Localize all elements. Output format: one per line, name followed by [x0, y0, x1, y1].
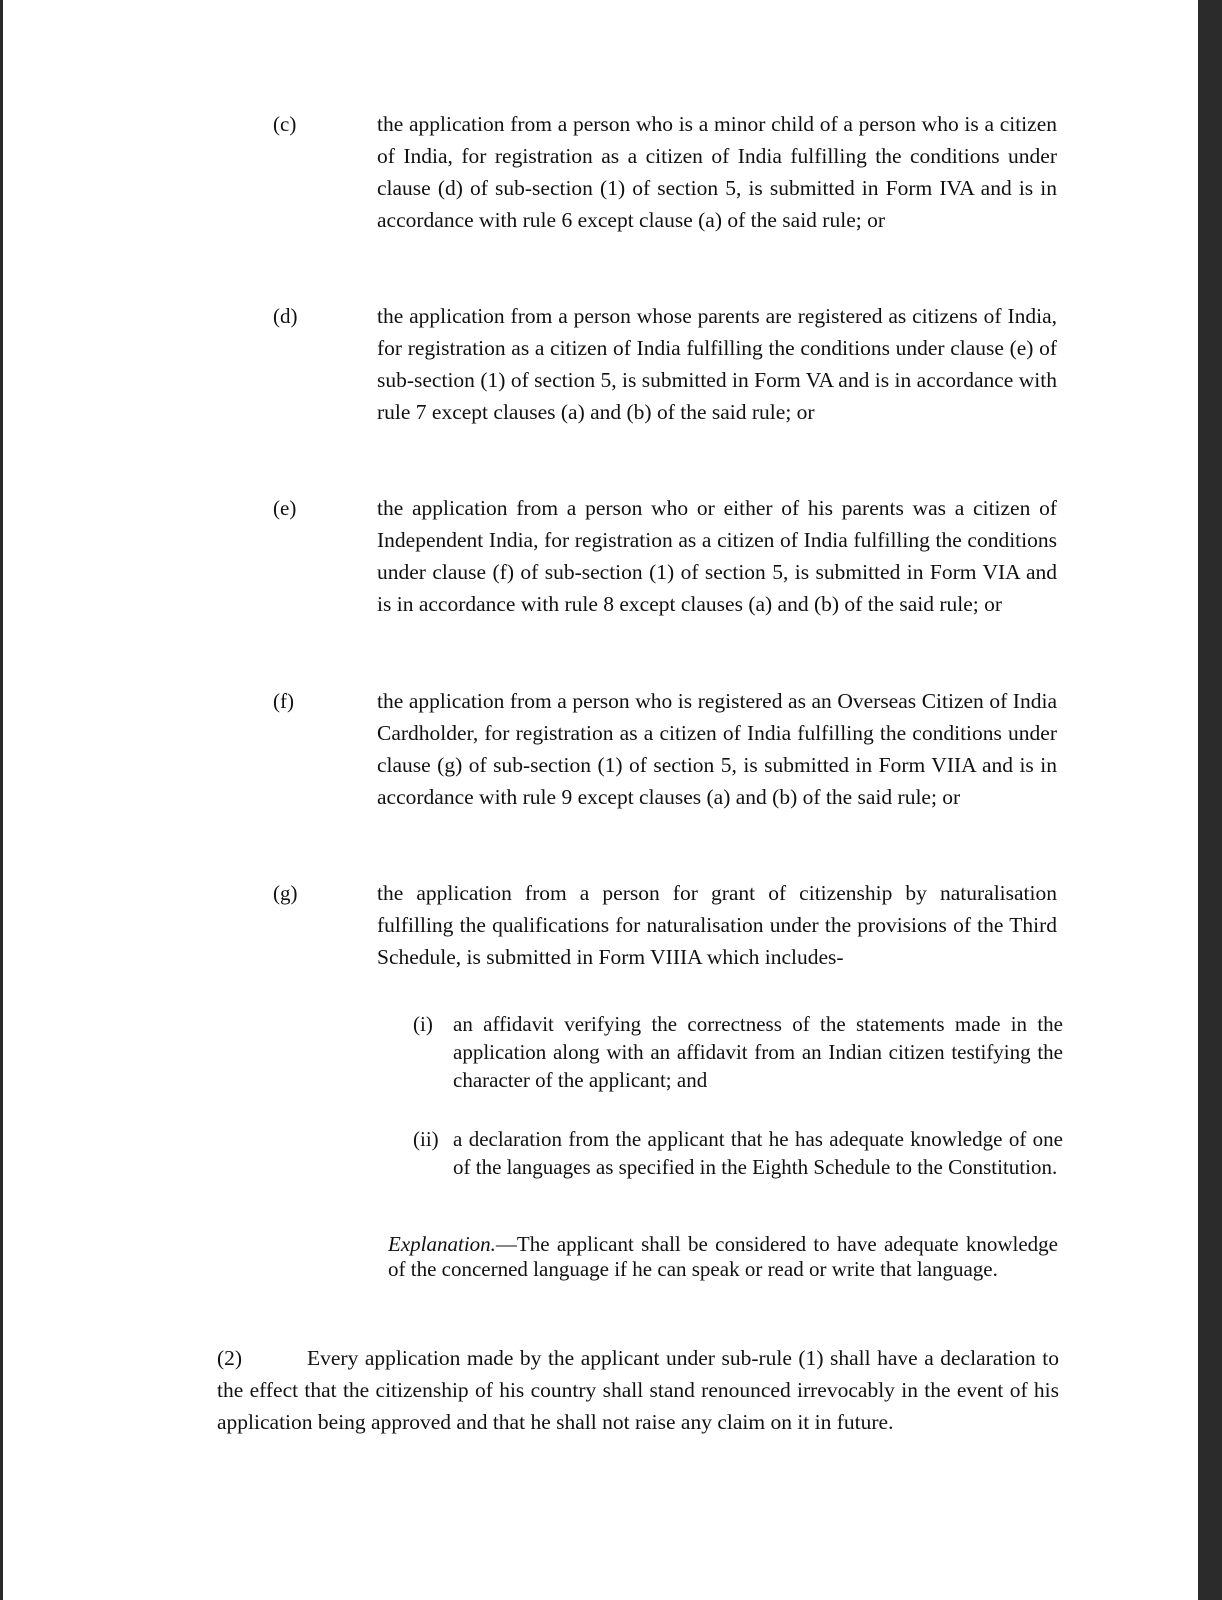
- right-scrollbar-edge: [1198, 0, 1222, 1600]
- clause-label: (d): [273, 304, 298, 328]
- clause-text: the application from a person for grant of citizenship by naturalisation fulfilling the qualifications for naturalisation under the provisions of the Third Schedule, is submitted in Form VIIIA which includes-: [377, 881, 1057, 969]
- explanation-text: —The applicant shall be considered to have adequate knowledge of the concerned language if he can speak or read or write that language.: [388, 1232, 1058, 1281]
- sub-rule-text: Every application made by the applicant under sub-rule (1) shall have a declaration to the effect that the citizenship of his country shall stand renounced irrevocably in the event of his application being approved and that he shall not raise any claim on it in future.: [217, 1346, 1059, 1434]
- explanation-heading: Explanation.: [388, 1232, 496, 1256]
- clause-text: the application from a person whose parents are registered as citizens of India, for registration as a citizen of India fulfilling the conditions under clause (e) of sub-section (1) of section 5, is submitted in Form VA and is in accordance with rule 7 except clauses (a) and (b) of the said rule; or: [377, 304, 1057, 424]
- explanation-note: [388, 1232, 1058, 1282]
- sub-rule-label: (2): [217, 1346, 243, 1370]
- sub-item-label: (i): [413, 1012, 433, 1036]
- sub-item-text: an affidavit verifying the correctness of the statements made in the application along with an affidavit from an Indian citizen testifying the character of the applicant; and: [453, 1012, 1063, 1092]
- clause-label: (c): [273, 112, 297, 136]
- clause-label: (f): [273, 689, 294, 713]
- sub-item-text: a declaration from the applicant that he has adequate knowledge of one of the languages as specified in the Eighth Schedule to the Constitution.: [453, 1127, 1063, 1179]
- clause-text: the application from a person who or either of his parents was a citizen of Independent India, for registration as a citizen of India fulfilling the conditions under clause (f) of sub-section (1) of section 5, is submitted in Form VIA and is in accordance with rule 8 except clauses (a) and (b) of the said rule; or: [377, 496, 1057, 616]
- clause-label: (e): [273, 496, 297, 520]
- clause-text: the application from a person who is a minor child of a person who is a citizen of India, for registration as a citizen of India fulfilling the conditions under clause (d) of sub-section (1) of section 5, is submitted in Form IVA and is in accordance with rule 6 except clause (a) of the said rule; or: [377, 112, 1057, 232]
- document-page: [3, 0, 1198, 1600]
- clause-text: the application from a person who is registered as an Overseas Citizen of India Cardholder, for registration as a citizen of India fulfilling the conditions under clause (g) of sub-section (1) of section 5, is submitted in Form VIIA and is in accordance with rule 9 except clauses (a) and (b) of the said rule; or: [377, 689, 1057, 809]
- sub-item-label: (ii): [413, 1127, 439, 1151]
- clause-label: (g): [273, 881, 298, 905]
- sub-rule-2: [217, 1342, 1059, 1438]
